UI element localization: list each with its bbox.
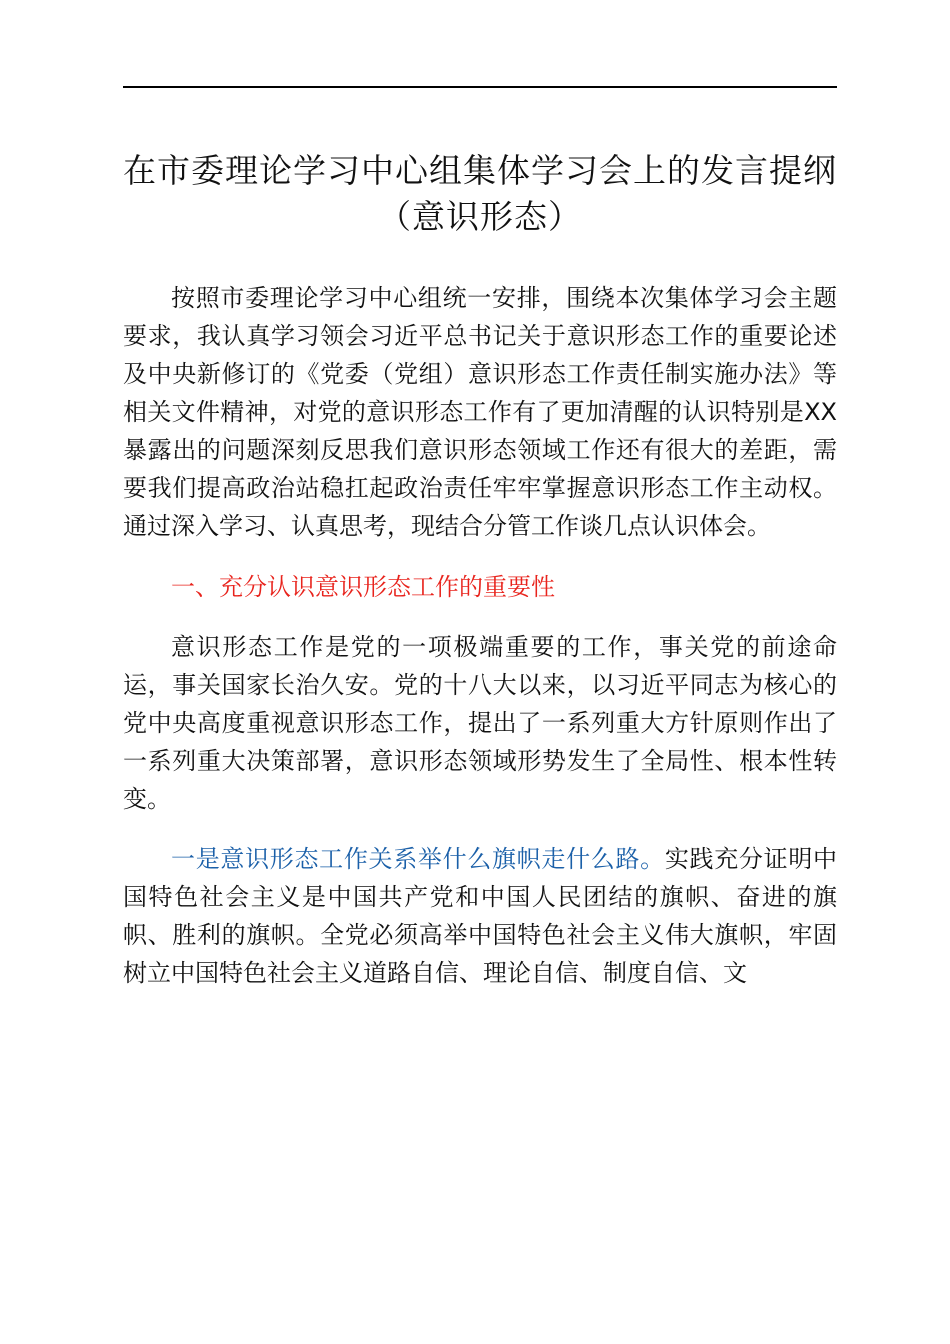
document-title: 在市委理论学习中心组集体学习会上的发言提纲（意识形态）	[123, 151, 837, 236]
point-1-lead: 一是意识形态工作关系举什么旗帜走什么路。	[171, 845, 665, 873]
document-body	[123, 148, 837, 992]
intro-paragraph: 按照市委理论学习中心组统一安排，围绕本次集体学习会主题要求，我认真学习领会习近平总书记关于意识形态工作的重要论述及中央新修订的《党委（党组）意识形态工作责任制实施办法》等相关文件精神，对党的意识形态工作有了更加清醒的认识特别是XX暴露出的问题深刻反思我们意识形态领域工作还有很大的差距，需要我们提高政治站稳扛起政治责任牢牢掌握意识形态工作主动权。通过深入学习、认真思考，现结合分管工作谈几点认识体会。	[123, 284, 837, 540]
point-1-body: 实践充分证明中国特色社会主义是中国共产党和中国人民团结的旗帜、奋进的旗帜、胜利的旗帜。全党必须高举中国特色社会主义伟大旗帜，牢固树立中国特色社会主义道路自信、理论自信、制度自信、文	[123, 845, 838, 987]
header-rule	[123, 86, 837, 88]
point-1-paragraph	[123, 840, 837, 992]
section-1-paragraph: 意识形态工作是党的一项极端重要的工作，事关党的前途命运，事关国家长治久安。党的十八大以来，以习近平同志为核心的党中央高度重视意识形态工作，提出了一系列重大方针原则作出了一系列重大决策部署，意识形态领域形势发生了全局性、根本性转变。	[123, 633, 837, 813]
section-heading-1: 一、充分认识意识形态工作的重要性	[171, 573, 555, 601]
